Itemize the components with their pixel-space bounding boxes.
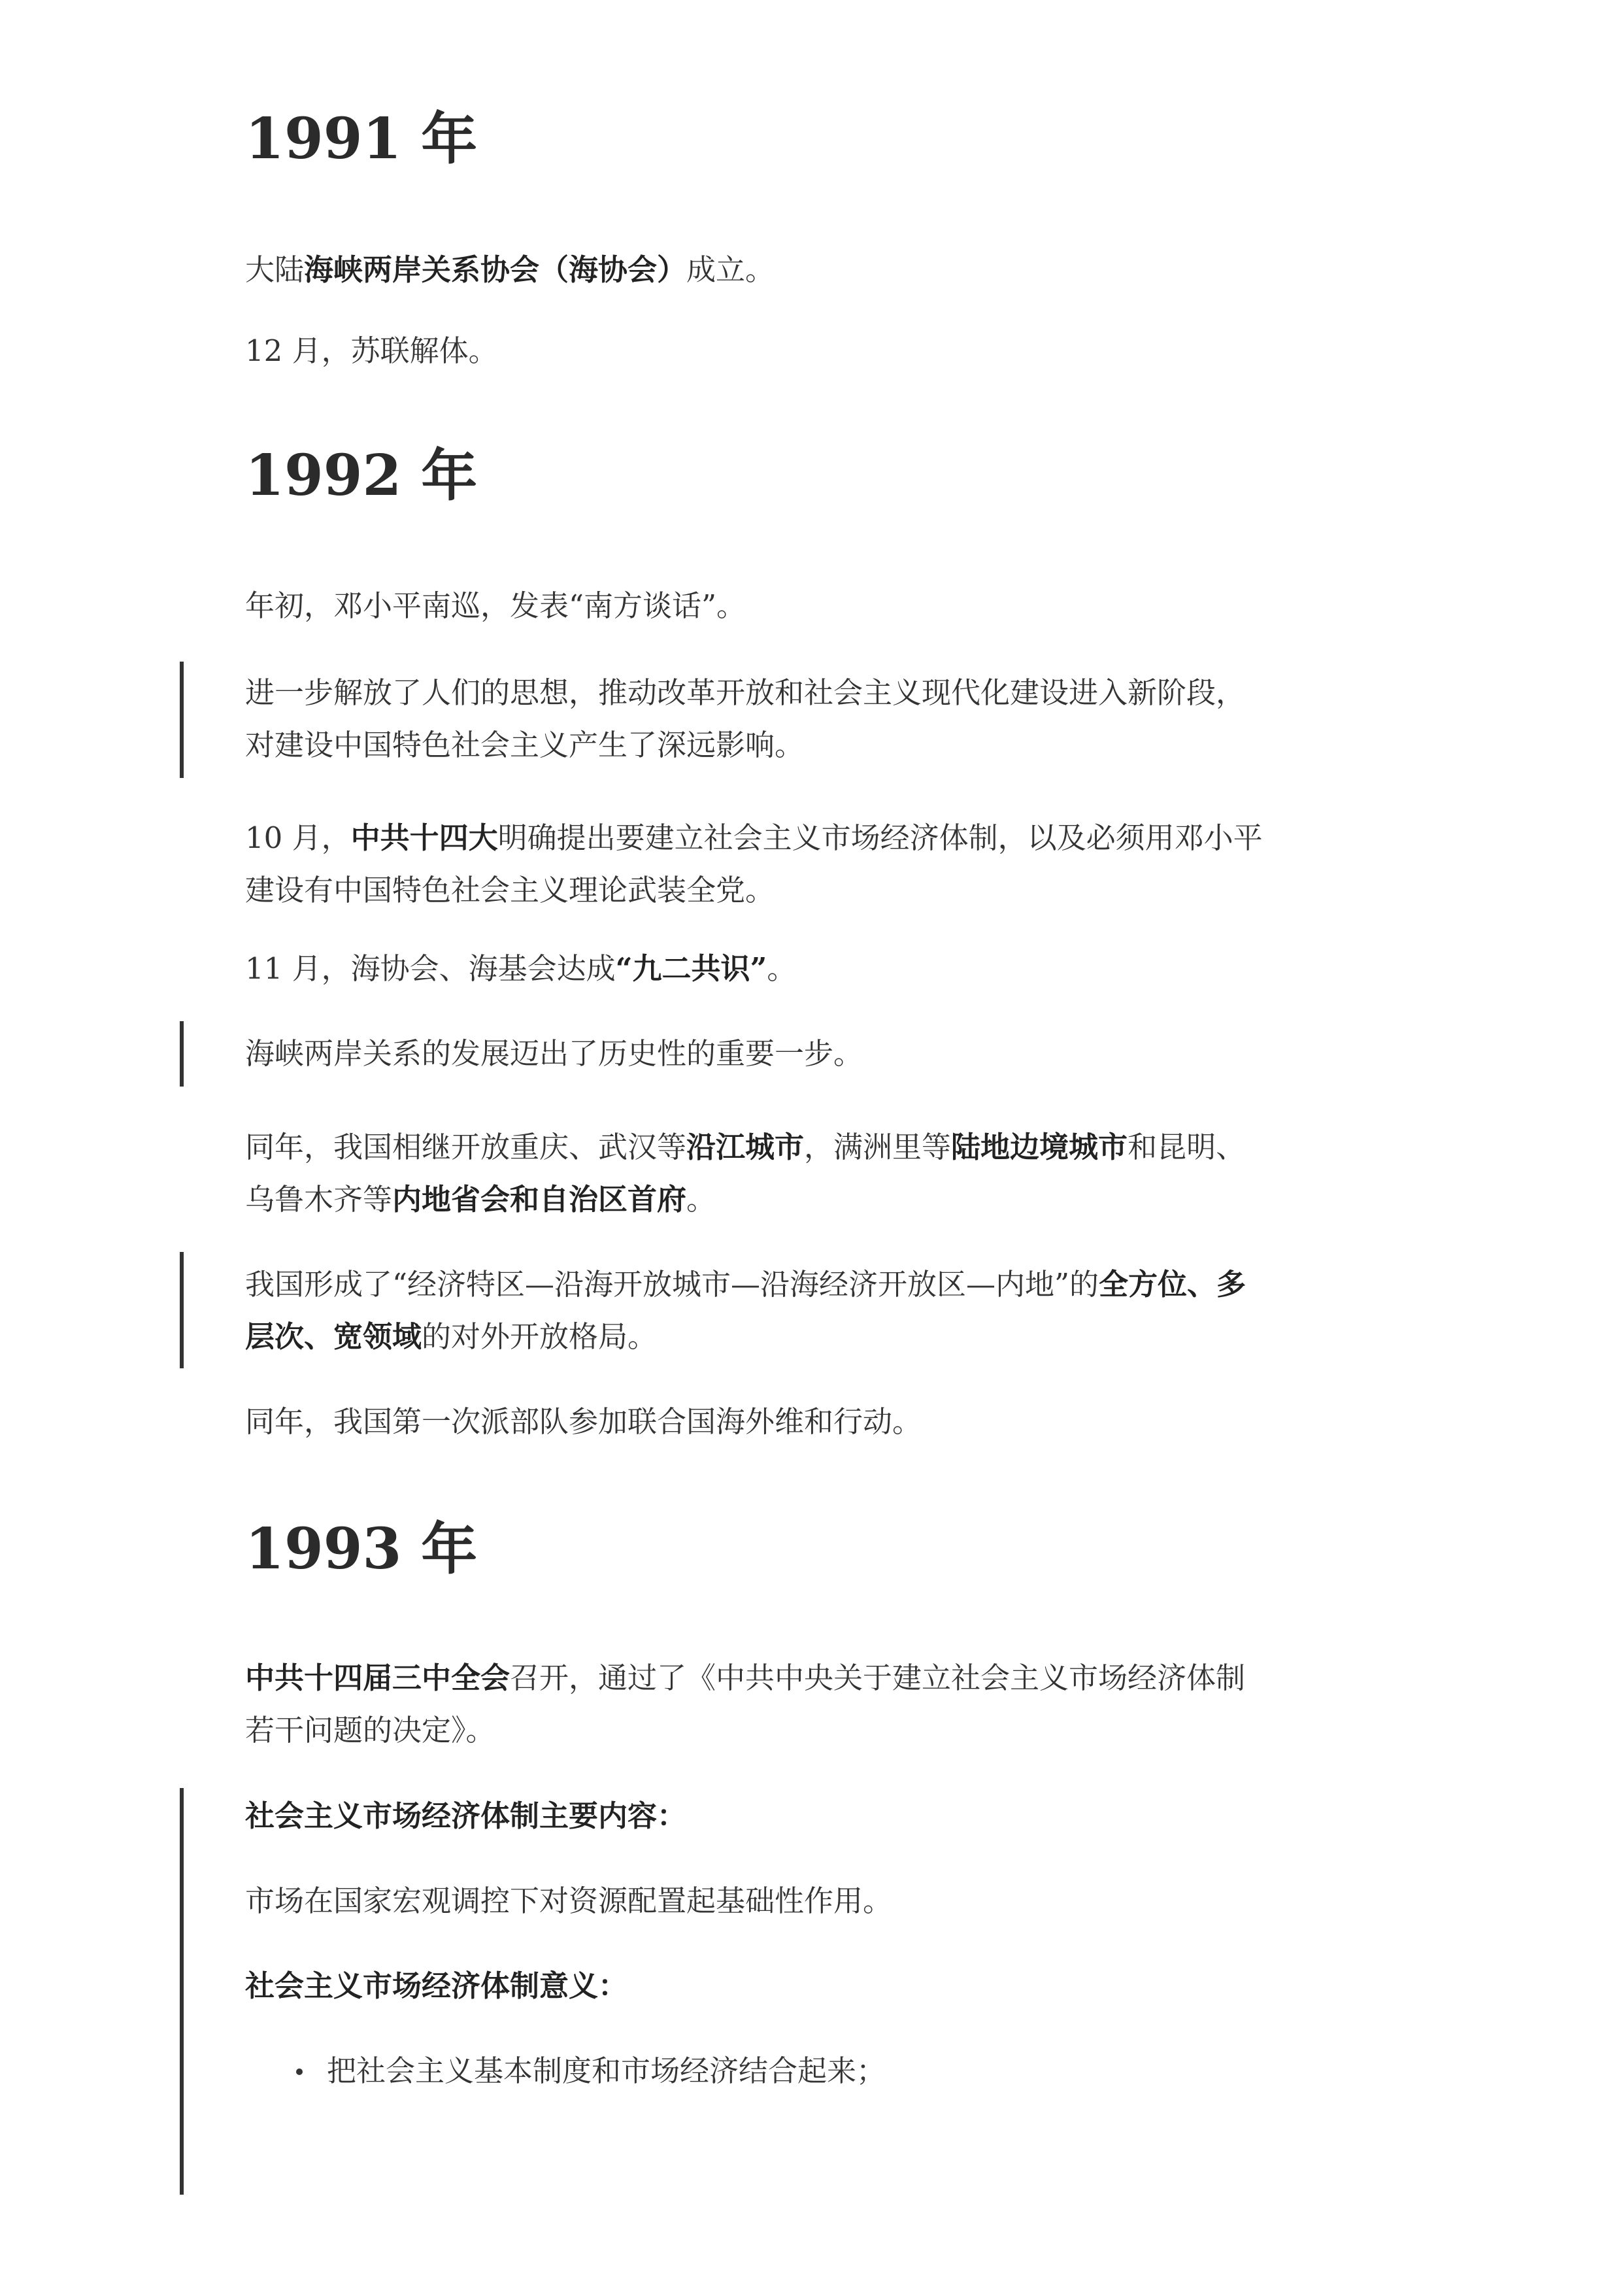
bold-text: 中共十四大 — [350, 820, 498, 855]
blockquote: 海峡两岸关系的发展迈出了历史性的重要一步。 — [245, 1036, 863, 1071]
paragraph: 同年，我国第一次派部队参加联合国海外维和行动。 — [245, 1404, 922, 1439]
blockquote-bar — [180, 662, 184, 778]
paragraph: 12 月，苏联解体。 — [245, 333, 498, 368]
blockquote-bar — [180, 1252, 184, 1368]
blockquote-bar — [180, 1021, 184, 1087]
bold-text: “九二共识” — [615, 951, 767, 986]
blockquote: 我国形成了“经济特区—沿海开放城市—沿海经济开放区—内地”的全方位、多 层次、宽领域的对外开放格局。 — [245, 1267, 1247, 1354]
paragraph: 中共十四届三中全会召开，通过了《中共中央关于建立社会主义市场经济体制 若干问题的决定》。 — [245, 1661, 1246, 1747]
bold-text: 层次、宽领域 — [245, 1319, 422, 1354]
bold-text: 中共十四届三中全会 — [245, 1661, 510, 1695]
blockquote-heading: 社会主义市场经济体制主要内容： — [245, 1798, 687, 1833]
paragraph: 大陆海峡两岸关系协会（海协会）成立。 — [245, 252, 775, 287]
paragraph: 同年，我国相继开放重庆、武汉等沿江城市，满洲里等陆地边境城市和昆明、 乌鲁木齐等内地省会和自治区首府。 — [245, 1130, 1246, 1217]
section-heading: 1991 年 — [245, 106, 478, 172]
bold-text: 全方位、多 — [1099, 1267, 1247, 1302]
paragraph: 10 月，中共十四大明确提出要建立社会主义市场经济体制，以及必须用邓小平 建设有中国特色社会主义理论武装全党。 — [245, 820, 1263, 907]
blockquote-heading: 社会主义市场经济体制意义： — [245, 1968, 628, 2003]
section-heading: 1993 年 — [245, 1516, 478, 1582]
bold-text: 沿江城市 — [686, 1130, 805, 1164]
bold-text: 内地省会和自治区首府 — [392, 1182, 687, 1217]
blockquote: 市场在国家宏观调控下对资源配置起基础性作用。 — [245, 1883, 893, 1918]
paragraph: 年初，邓小平南巡，发表“南方谈话”。 — [245, 588, 746, 623]
blockquote: 进一步解放了人们的思想，推动改革开放和社会主义现代化建设进入新阶段， 对建设中国特色社会主义产生了深远影响。 — [245, 675, 1246, 762]
section-heading: 1992 年 — [245, 443, 478, 509]
blockquote-bar — [180, 1788, 184, 2195]
bold-text: 陆地边境城市 — [951, 1130, 1128, 1164]
list-item: 把社会主义基本制度和市场经济结合起来； — [245, 2045, 886, 2097]
paragraph: 11 月，海协会、海基会达成“九二共识”。 — [245, 951, 797, 986]
bold-text: 海峡两岸关系协会（海协会） — [304, 252, 687, 287]
bullet-list — [245, 2045, 886, 2097]
